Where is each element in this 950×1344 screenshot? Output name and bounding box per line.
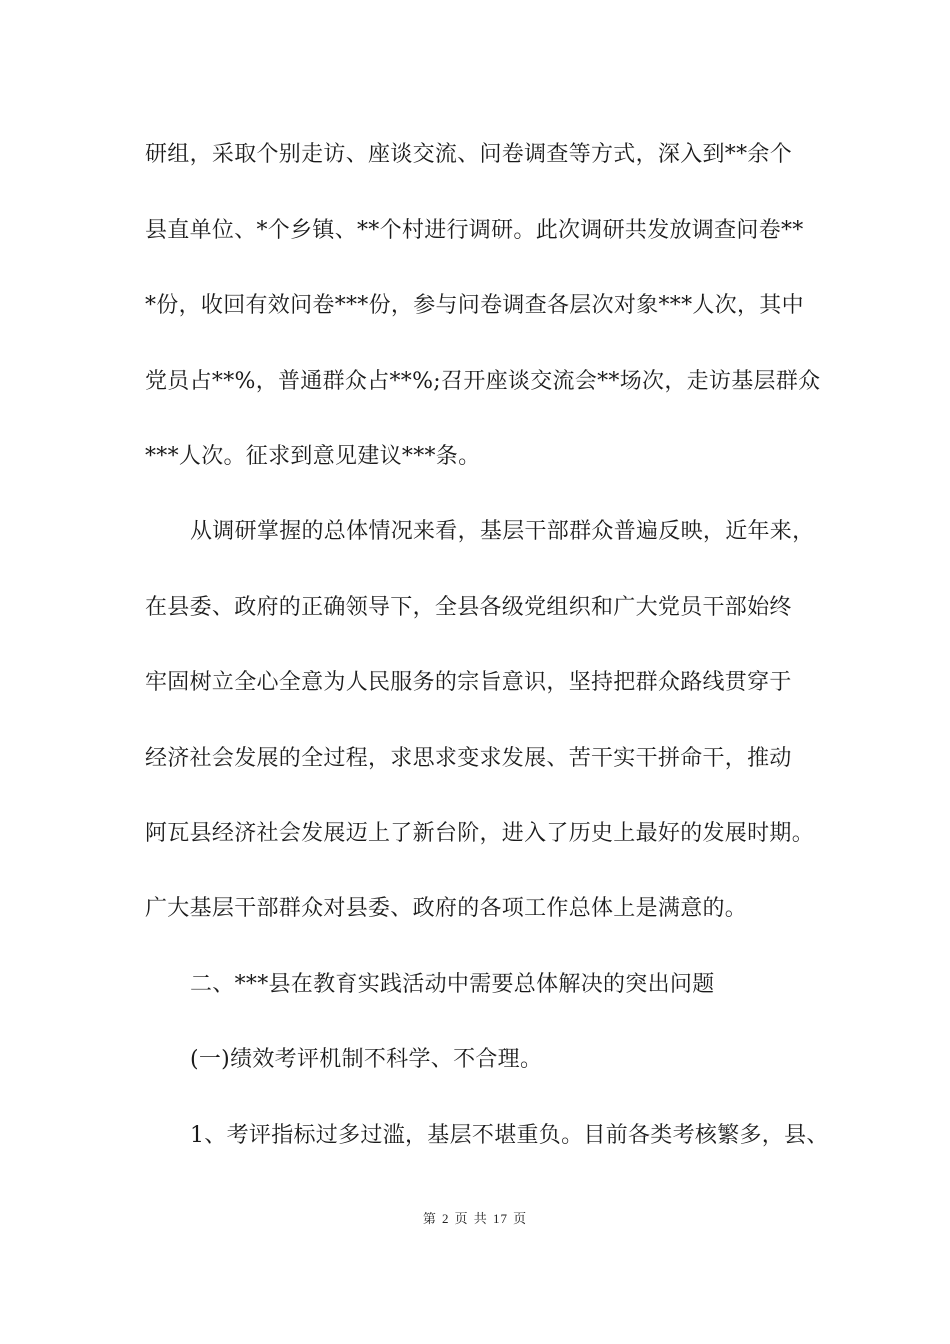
footer-suffix: 页 [513, 1212, 528, 1227]
paragraph-2-line-3: 牢固树立全心全意为人民服务的宗旨意识，坚持把群众路线贯穿于 [145, 670, 792, 695]
paragraph-2-line-2: 在县委、政府的正确领导下，全县各级党组织和广大党员干部始终 [145, 595, 792, 620]
paragraph-1-line-4: 党员占**%，普通群众占**%;召开座谈交流会**场次，走访基层群众 [145, 369, 821, 394]
paragraph-2-line-4: 经济社会发展的全过程，求思求变求发展、苦干实干拼命干，推动 [145, 746, 792, 771]
footer-total-pages: 17 [492, 1211, 508, 1226]
footer-prefix: 第 [422, 1212, 437, 1227]
section-heading-2: 二、***县在教育实践活动中需要总体解决的突出问题 [190, 972, 715, 997]
footer-current-page: 2 [442, 1211, 450, 1226]
paragraph-1-line-5: ***人次。征求到意见建议***条。 [145, 444, 481, 469]
page-footer [0, 1208, 950, 1227]
paragraph-1-line-1: 研组，采取个别走访、座谈交流、问卷调查等方式，深入到**余个 [145, 142, 793, 167]
footer-middle: 页 共 [454, 1212, 488, 1227]
paragraph-2-line-1: 从调研掌握的总体情况来看，基层干部群众普遍反映，近年来， [190, 519, 815, 544]
paragraph-1-line-3: *份，收回有效问卷***份，参与问卷调查各层次对象***人次，其中 [145, 293, 804, 318]
subheading-1: (一)绩效考评机制不科学、不合理。 [190, 1047, 543, 1072]
paragraph-2-line-5: 阿瓦县经济社会发展迈上了新台阶，进入了历史上最好的发展时期。 [145, 821, 815, 846]
paragraph-3-line-1: 1、考评指标过多过滥，基层不堪重负。目前各类考核繁多，县、 [190, 1123, 829, 1148]
paragraph-2-line-6: 广大基层干部群众对县委、政府的各项工作总体上是满意的。 [145, 896, 748, 921]
paragraph-1-line-2: 县直单位、*个乡镇、**个村进行调研。此次调研共发放调查问卷** [145, 218, 804, 243]
